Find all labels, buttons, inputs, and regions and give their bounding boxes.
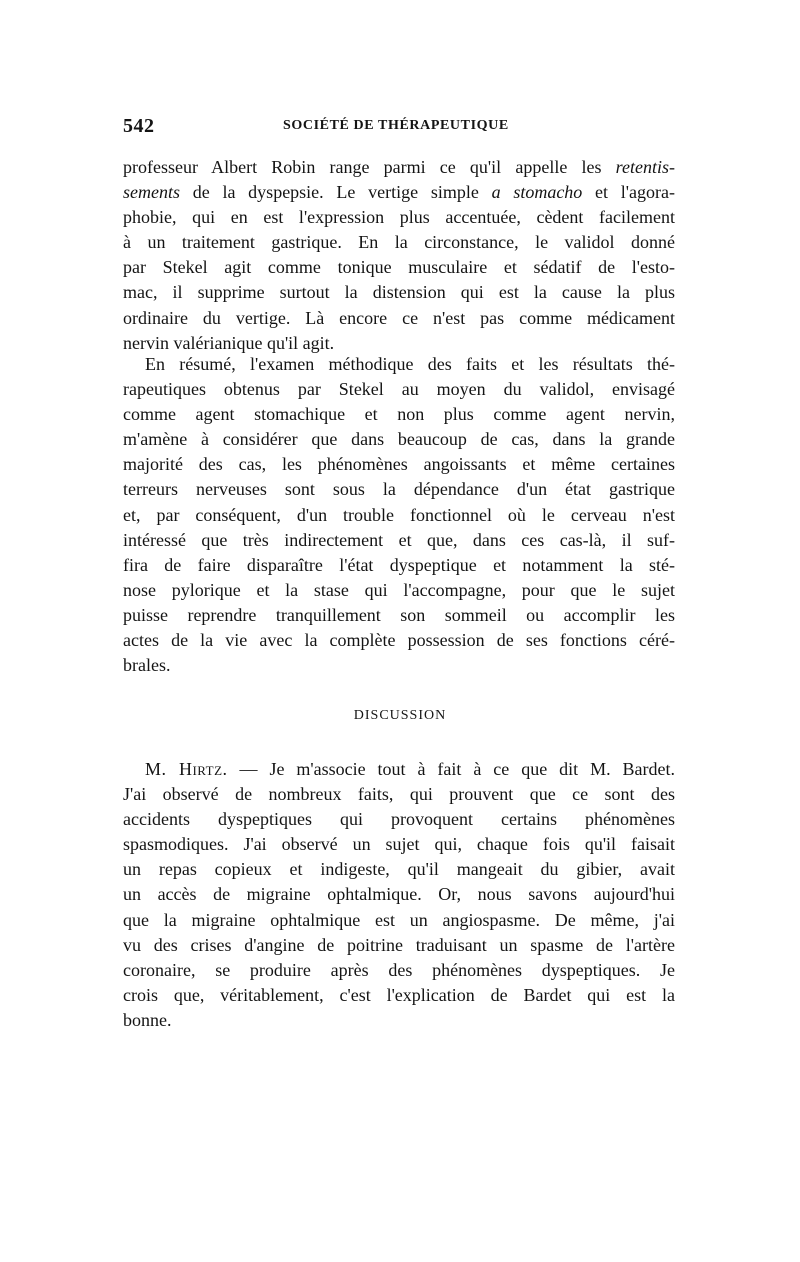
text-line: actes de la vie avec la complète possession de ses fonctions céré- (123, 630, 675, 651)
text-line: m'amène à considérer que dans beaucoup de cas, dans la grande (123, 429, 675, 450)
text-line: et, par conséquent, d'un trouble fonctionnel où le cerveau n'est (123, 504, 675, 525)
text-line: phobie, qui en est l'expression plus accentuée, cèdent facilement (123, 207, 675, 228)
text-line: En résumé, l'examen méthodique des faits et les résultats thé- (145, 354, 675, 374)
text-line: par Stekel agit comme tonique musculaire et sédatif de l'esto- (123, 257, 675, 278)
text-line: nervin valérianique qu'il agit. (123, 332, 335, 353)
text-line: fira de faire disparaître l'état dyspeptique et notamment la sté- (123, 554, 675, 575)
text-line: puisse reprendre tranquillement son sommeil ou accomplir les (123, 604, 675, 625)
text-line: M. Hirtz. — Je m'associe tout à fait à ce que dit M. Bardet. (145, 759, 676, 779)
text-line: à un traitement gastrique. En la circonstance, le validol donné (123, 232, 675, 253)
text-line: que la migraine ophtalmique est un angiospasme. De même, j'ai (123, 909, 675, 930)
text-line: ordinaire du vertige. Là encore ce n'est pas comme médicament (123, 307, 675, 328)
text-line: majorité des cas, les phénomènes angoissants et même certaines (123, 454, 675, 475)
running-head (123, 115, 675, 141)
text-line: J'ai observé de nombreux faits, qui prouvent que ce sont des (123, 784, 675, 805)
text-line: spasmodiques. J'ai observé un sujet qui, chaque fois qu'il faisait (123, 834, 675, 855)
text-line: coronaire, se produire après des phénomènes dyspeptiques. Je (123, 959, 675, 980)
section-heading: DISCUSSION (353, 708, 447, 723)
text-line: professeur Albert Robin range parmi ce qu'il appelle les retentis- (123, 157, 675, 177)
paragraph-2 (123, 352, 675, 678)
text-line: terreurs nerveuses sont sous la dépendance d'un état gastrique (123, 479, 675, 500)
text-line: un repas copieux et indigeste, qu'il mangeait du gibier, avait (123, 859, 675, 880)
page-number: 542 (123, 115, 155, 137)
paragraph-3 (123, 757, 675, 1033)
text-line: sements de la dyspepsie. Le vertige simple a stomacho et l'agora- (123, 182, 675, 203)
text-line: nose pylorique et la stase qui l'accompagne, pour que le sujet (123, 579, 675, 600)
journal-title: SOCIÉTÉ DE THÉRAPEUTIQUE (283, 118, 509, 133)
text-line: mac, il supprime surtout la distension qui est la cause la plus (123, 282, 675, 303)
text-line: intéressé que très indirectement et que, dans ces cas-là, il suf- (123, 529, 675, 550)
text-line: accidents dyspeptiques qui provoquent certains phénomènes (123, 809, 675, 830)
paragraph-1 (123, 155, 675, 356)
speaker-name: M. Hirtz. (145, 759, 228, 779)
text-line: comme agent stomachique et non plus comme agent nervin, (123, 404, 675, 425)
text-line: rapeutiques obtenus par Stekel au moyen du validol, envisagé (123, 379, 675, 400)
text-line: bonne. (123, 1009, 172, 1030)
text-line: brales. (123, 655, 171, 676)
text-line: crois que, véritablement, c'est l'explication de Bardet qui est la (123, 984, 675, 1005)
text-line: vu des crises d'angine de poitrine traduisant un spasme de l'artère (123, 934, 675, 955)
text-line: un accès de migraine ophtalmique. Or, nous savons aujourd'hui (123, 884, 675, 905)
